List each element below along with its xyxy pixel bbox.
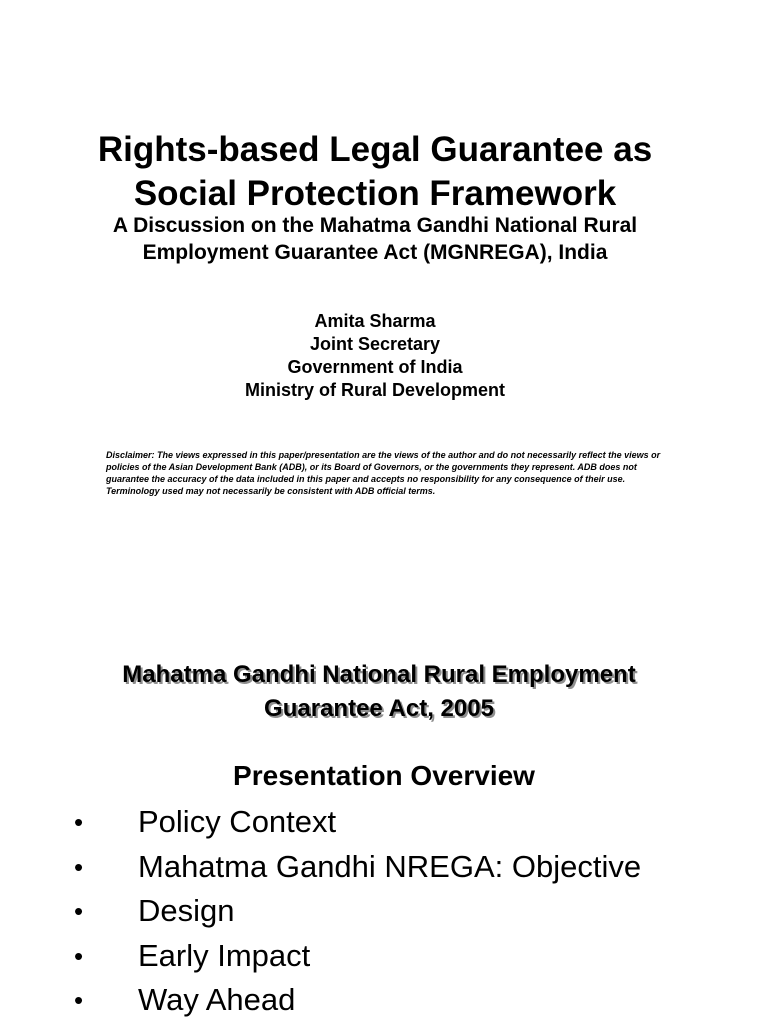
bullet-icon: • xyxy=(74,807,84,837)
bullet-item-way-ahead xyxy=(0,978,768,1023)
bullet-item-policy-context xyxy=(0,800,768,845)
bullet-item-objective xyxy=(0,845,768,890)
bullet-item-design xyxy=(0,889,768,934)
disclaimer-text: Disclaimer: The views expressed in this paper/presentation are the views of the author and do not necessarily reflect the views or policies of the Asian Development Bank (ADB), or its Board of Governors, or the governments they represent. ADB does not guarantee the accuracy of the data included in this paper and accepts no responsibility for any consequence of their use. Terminology used may not necessarily be consistent with ADB official terms. xyxy=(106,450,661,496)
bullet-text: Design xyxy=(138,893,235,928)
bullet-item-early-impact xyxy=(0,934,768,979)
overview-heading: Presentation Overview xyxy=(233,760,535,791)
bullet-text: Policy Context xyxy=(138,804,337,839)
bullet-text: Early Impact xyxy=(138,937,311,973)
presentation-title-line-2: Social Protection Framework xyxy=(133,174,617,213)
bullet-text: Way Ahead xyxy=(138,982,296,1017)
act-title-line-1: Mahatma Gandhi National Rural Employment xyxy=(122,661,636,688)
author-block xyxy=(0,310,750,402)
bullet-icon: • xyxy=(74,896,84,926)
overview-bullet-list xyxy=(0,800,768,1023)
bullet-text: Mahatma Gandhi NREGA: Objective xyxy=(138,848,642,884)
author-position: Joint Secretary xyxy=(309,334,441,354)
author-ministry: Ministry of Rural Development xyxy=(244,380,506,400)
act-title-line-2: Guarantee Act, 2005 xyxy=(264,695,494,722)
presentation-title-line-1: Rights-based Legal Guarantee as xyxy=(97,130,653,169)
bullet-icon: • xyxy=(74,851,84,882)
author-name: Amita Sharma xyxy=(314,311,436,331)
author-organization: Government of India xyxy=(287,357,463,377)
bullet-icon: • xyxy=(74,985,84,1015)
bullet-icon: • xyxy=(74,940,84,971)
presentation-subtitle-line-1: A Discussion on the Mahatma Gandhi National Rural xyxy=(112,214,638,237)
presentation-subtitle-line-2: Employment Guarantee Act (MGNREGA), India xyxy=(142,241,608,264)
